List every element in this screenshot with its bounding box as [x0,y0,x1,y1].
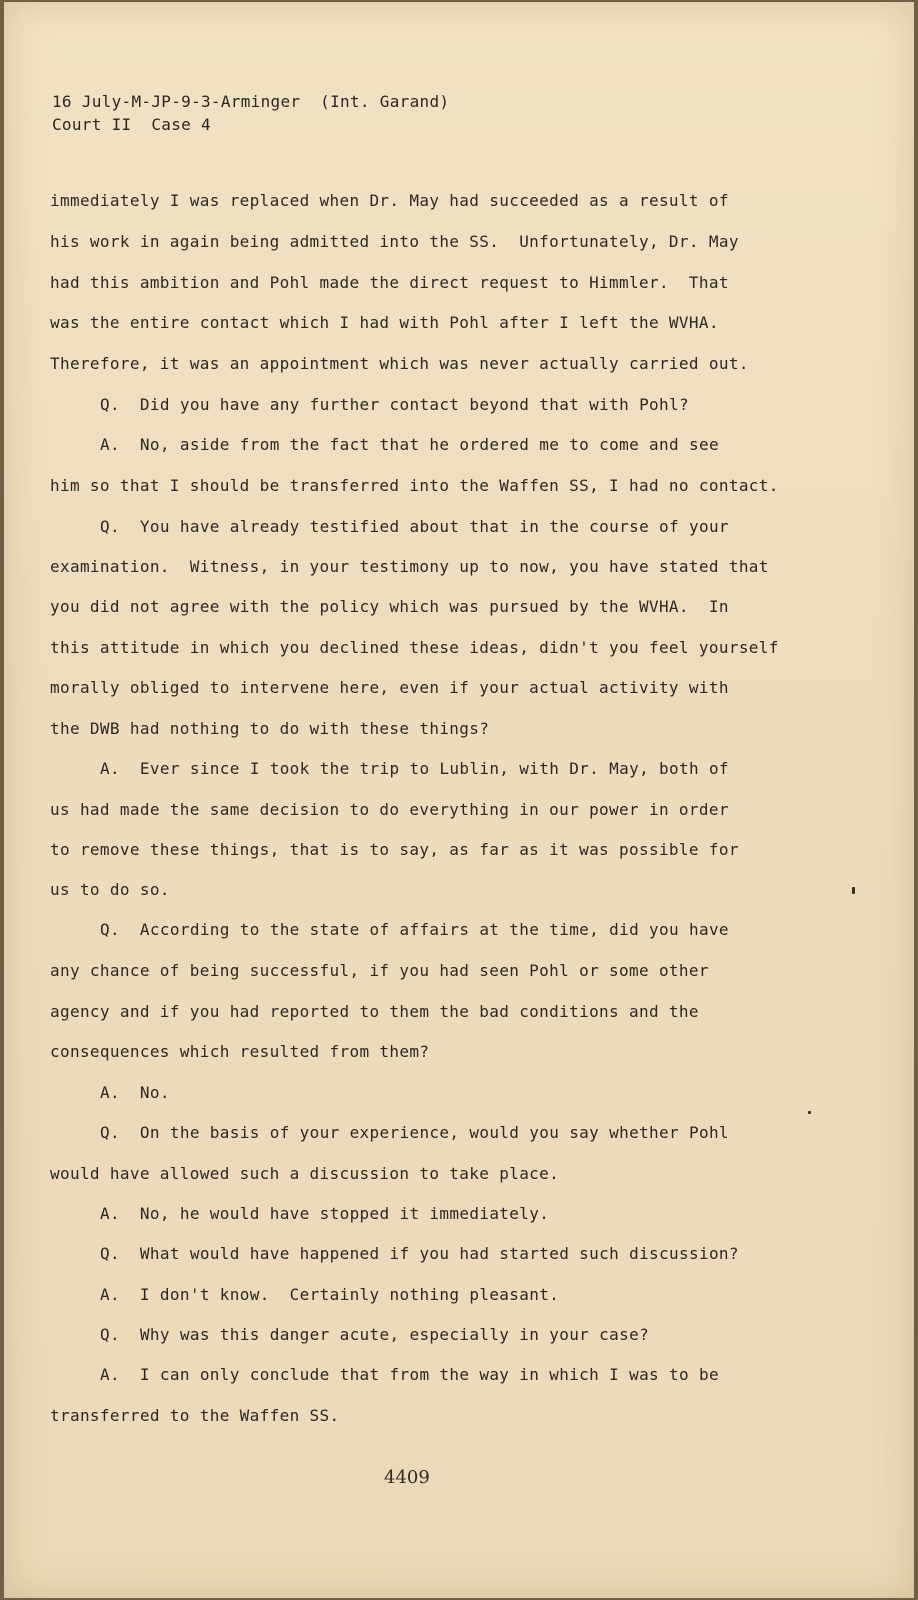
transcript-line: A. I don't know. Certainly nothing pleasant. [100,1285,560,1304]
transcript-line: immediately I was replaced when Dr. May had succeeded as a result of [50,191,729,210]
transcript-line: A. I can only conclude that from the way in which I was to be [100,1365,719,1384]
transcript-line: agency and if you had reported to them the bad conditions and the [50,1002,699,1021]
transcript-line: was the entire contact which I had with Pohl after I left the WVHA. [50,313,719,332]
page-number: 4409 [384,1467,430,1488]
transcript-line: A. Ever since I took the trip to Lublin, with Dr. May, both of [100,759,729,778]
transcript-line: Therefore, it was an appointment which was never actually carried out. [50,354,749,373]
transcript-line: to remove these things, that is to say, as far as it was possible for [50,840,739,859]
transcript-line: this attitude in which you declined these ideas, didn't you feel yourself [50,638,779,657]
transcript-line: Q. Why was this danger acute, especially in your case? [100,1325,650,1344]
transcript-line: the DWB had nothing to do with these things? [50,719,490,738]
paper-mark [808,1111,811,1114]
transcript-line: Q. According to the state of affairs at the time, did you have [100,920,729,939]
transcript-line: had this ambition and Pohl made the direct request to Himmler. That [50,273,729,292]
paper-mark [852,887,855,894]
transcript-line: you did not agree with the policy which was pursued by the WVHA. In [50,597,729,616]
transcript-line: transferred to the Waffen SS. [50,1406,340,1425]
transcript-line: Q. On the basis of your experience, would you say whether Pohl [100,1123,729,1142]
transcript-line: A. No, he would have stopped it immediately. [100,1204,550,1223]
document-header [52,90,449,136]
transcript-line: would have allowed such a discussion to take place. [50,1164,560,1183]
transcript-line: us to do so. [50,880,170,899]
transcript-line: A. No, aside from the fact that he ordered me to come and see [100,435,719,454]
transcript-line: Q. Did you have any further contact beyond that with Pohl? [100,395,689,414]
transcript-line: Q. What would have happened if you had started such discussion? [100,1244,739,1263]
header-court-line: Court II Case 4 [52,115,211,134]
transcript-line: A. No. [100,1083,170,1102]
header-session-line: 16 July-M-JP-9-3-Arminger (Int. Garand) [52,92,450,111]
transcript-line: Q. You have already testified about that in the course of your [100,517,729,536]
document-page [4,2,914,1598]
transcript-line: examination. Witness, in your testimony up to now, you have stated that [50,557,769,576]
transcript-line: morally obliged to intervene here, even if your actual activity with [50,678,729,697]
transcript-line: any chance of being successful, if you had seen Pohl or some other [50,961,709,980]
transcript-line: us had made the same decision to do everything in our power in order [50,800,729,819]
transcript-line: him so that I should be transferred into the Waffen SS, I had no contact. [50,476,779,495]
transcript-line: his work in again being admitted into the SS. Unfortunately, Dr. May [50,232,739,251]
transcript-line: consequences which resulted from them? [50,1042,430,1061]
